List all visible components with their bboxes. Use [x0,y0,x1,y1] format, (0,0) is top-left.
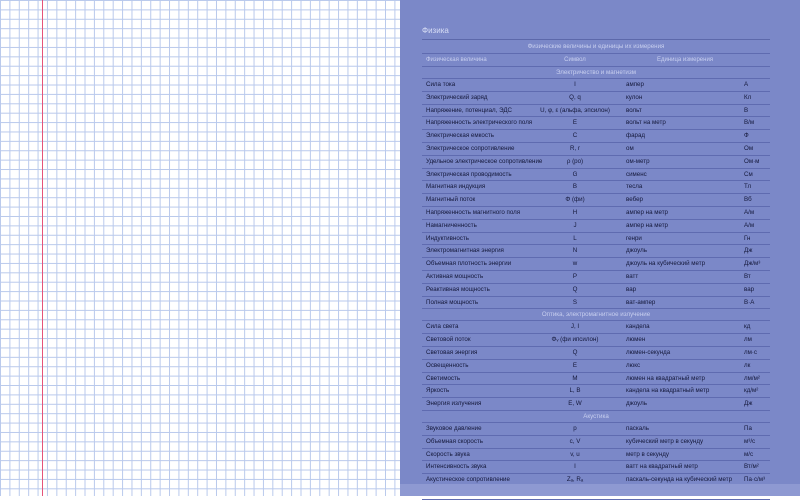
unit-name: паскаль [626,424,650,432]
unit-name: ват-ампер [626,298,656,306]
quantity-symbol: U, φ, ε (альфа, эпсилон) [540,106,610,114]
quantity-symbol: P [572,272,578,280]
unit-abbreviation: Вт [744,272,751,280]
quantity-symbol: Φᵥ (фи ипсилон) [551,336,599,344]
quantity-name: Электрическая емкость [426,132,494,140]
unit-abbreviation: Вт/м² [744,463,759,471]
unit-name: ом [626,144,634,152]
table-row [422,207,770,220]
quantity-symbol: L, B [569,387,581,395]
table-row [422,423,770,436]
quantity-name: Электрический заряд [426,93,488,101]
quantity-name: Акустическое сопротивление [426,476,510,484]
quantity-symbol: M [572,374,578,382]
quantity-name: Сила света [426,323,459,331]
unit-abbreviation: кд [744,323,751,331]
unit-abbreviation: Тл [744,183,752,191]
table-row [422,92,770,105]
unit-abbreviation: Кл [744,93,752,101]
quantity-name: Магнитный поток [426,196,476,204]
table-row [422,169,770,182]
unit-name: кулон [626,93,643,101]
unit-name: люкс [626,361,641,369]
quantity-symbol: J [573,221,577,229]
unit-name: вольт [626,106,642,114]
unit-name: вебер [626,196,643,204]
unit-name: сименс [626,170,647,178]
table-row [422,143,770,156]
unit-name: кубический метр в секунду [626,437,704,445]
unit-name: ампер на метр [626,221,668,229]
unit-abbreviation: м³/с [744,437,756,445]
quantity-symbol: E [572,361,578,369]
unit-abbreviation: лк [744,361,751,369]
quantity-symbol: E [572,119,578,127]
unit-abbreviation: Дж/м³ [744,260,761,268]
unit-name: люмен [626,336,646,344]
unit-abbreviation: См [744,170,753,178]
header-quantity: Физическая величина [426,57,487,63]
unit-name: люмен на квадратный метр [626,374,705,382]
unit-abbreviation: В·А [744,298,755,306]
unit-name: джоуль [626,247,647,255]
unit-abbreviation: Ом [744,144,754,152]
unit-name: ом-метр [626,157,650,165]
quantity-symbol: S [572,298,578,306]
unit-name: генри [626,234,642,242]
table-row [422,436,770,449]
table-row [422,461,770,474]
unit-abbreviation: лм [744,336,752,344]
quantity-name: Звуковое давление [426,424,482,432]
unit-name: джоуль [626,400,647,408]
table-row [422,220,770,233]
unit-name: паскаль-секунда на кубический метр [626,476,733,484]
quantity-name: Индуктивность [426,234,469,242]
quantity-name: Реактивная мощность [426,285,490,293]
unit-name: метр в секунду [626,450,670,458]
table-row [422,258,770,271]
quantity-name: Светимость [426,374,461,382]
table-row [422,181,770,194]
table-row [422,334,770,347]
quantity-symbol: B [572,183,578,191]
quantity-name: Сила тока [426,81,456,88]
table-row [422,194,770,207]
unit-name: люмен-секунда [626,348,671,356]
table-row [422,105,770,118]
table-body [422,67,770,500]
quantity-name: Намагниченность [426,221,477,229]
table-row [422,385,770,398]
table-header-row [422,54,770,67]
table-row [422,284,770,297]
cover-bottom-strip [400,484,800,496]
unit-abbreviation: А [744,81,749,88]
quantity-name: Напряжение, потенциал, ЭДС [426,106,512,114]
unit-abbreviation: Дж [744,247,753,255]
quantity-name: Интенсивность звука [426,463,487,471]
quantity-symbol: C [572,132,578,140]
quantity-symbol: E, W [568,400,582,408]
quantity-name: Активная мощность [426,272,484,280]
table-row [422,297,770,310]
unit-abbreviation: В/м [744,119,755,127]
quantity-symbol: H [572,208,578,216]
quantity-name: Электрическая проводимость [426,170,512,178]
table-row [422,117,770,130]
quantity-symbol: L [573,234,577,242]
physics-units-table [422,41,770,500]
unit-name: вольт на метр [626,119,666,127]
section-title: Оптика, электромагнитное излучение [422,309,770,321]
unit-abbreviation: м/с [744,450,754,458]
unit-abbreviation: Гн [744,234,751,242]
table-row [422,245,770,258]
quantity-name: Световой поток [426,336,471,344]
quantity-name: Напряженность магнитного поля [426,208,521,216]
table-row [422,130,770,143]
table-row [422,233,770,246]
quantity-symbol: I [574,81,576,88]
quantity-name: Освещенность [426,361,469,369]
unit-name: джоуль на кубический метр [626,260,706,268]
unit-abbreviation: вар [744,285,755,293]
quantity-symbol: J, I [570,323,580,331]
quantity-symbol: Zₐ, Rₐ [566,476,584,484]
quantity-name: Энергия излучения [426,400,482,408]
section-title: Акустика [422,411,770,423]
quantity-symbol: R, r [570,144,580,152]
table-row [422,271,770,284]
quantity-symbol: p [573,424,577,432]
table-row [422,79,770,92]
unit-abbreviation: Ф [744,132,749,140]
unit-name: кандела [626,323,650,331]
quantity-name: Скорость звука [426,450,470,458]
unit-abbreviation: Па·с/м³ [744,476,766,484]
quantity-symbol: N [572,247,578,255]
unit-abbreviation: лм/м² [744,374,760,382]
margin-line [42,0,43,496]
unit-abbreviation: Вб [744,196,752,204]
quantity-name: Удельное электрическое сопротивление [426,157,543,165]
unit-abbreviation: А/м [744,208,755,216]
quantity-symbol: G [572,170,578,178]
table-caption: Физические величины и единицы их измерения [422,41,770,54]
unit-abbreviation: В [744,106,749,114]
unit-abbreviation: А/м [744,221,755,229]
unit-name: кандела на квадратный метр [626,387,710,395]
quantity-name: Объемная скорость [426,437,483,445]
quantity-symbol: Q [572,348,578,356]
unit-abbreviation: Ом·м [744,157,760,165]
quantity-name: Напряженность электрического поля [426,119,533,127]
header-symbol: Символ [564,57,586,63]
quantity-symbol: Φ (фи) [565,196,585,204]
quantity-symbol: Q [572,285,578,293]
table-row [422,373,770,386]
table-row [422,156,770,169]
unit-abbreviation: лм·с [744,348,758,356]
quantity-name: Полная мощность [426,298,479,306]
unit-name: ватт на квадратный метр [626,463,698,471]
quantity-symbol: v, u [570,450,580,458]
section-title: Электричество и магнетизм [422,67,770,79]
quantity-name: Электрическое сопротивление [426,144,515,152]
table-row [422,360,770,373]
unit-name: ватт [626,272,639,280]
quantity-symbol: I [574,463,576,471]
subject-title: Физика [422,26,449,35]
quantity-name: Яркость [426,387,450,395]
quantity-symbol: Q, q [569,93,581,101]
table-row [422,347,770,360]
table-row [422,398,770,411]
unit-abbreviation: Па [744,424,752,432]
unit-abbreviation: кд/м² [744,387,759,395]
unit-abbreviation: Дж [744,400,753,408]
quantity-name: Объемная плотность энергии [426,260,512,268]
quantity-symbol: w [572,260,578,268]
header-unit: Единица измерения [656,57,714,63]
quantity-name: Электромагнитная энергия [426,247,504,255]
quantity-symbol: ρ (ро) [566,157,584,165]
unit-name: ампер [626,81,644,88]
table-row [422,449,770,462]
unit-name: фарад [626,132,646,140]
unit-name: ампер на метр [626,208,668,216]
unit-name: тесла [626,183,643,191]
table-row [422,321,770,334]
quantity-name: Световая энергия [426,348,478,356]
unit-name: вар [626,285,637,293]
quantity-name: Магнитная индукция [426,183,486,191]
title-rule [422,39,770,40]
back-cover-page [400,0,800,496]
quantity-symbol: c, V [569,437,581,445]
grid-paper-page [0,0,400,496]
